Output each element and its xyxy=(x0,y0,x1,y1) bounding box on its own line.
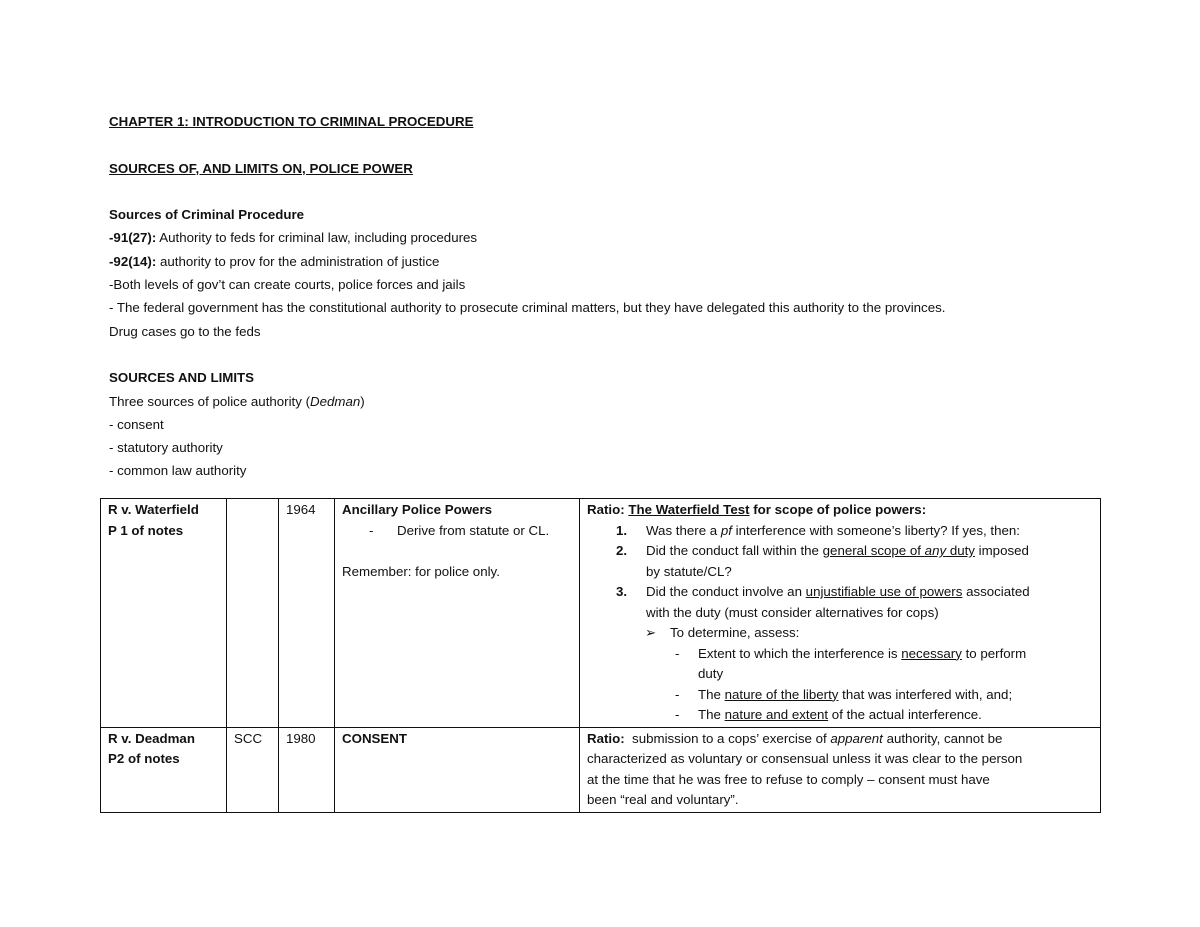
topic-cell xyxy=(335,499,580,728)
assess-text: To determine, assess: xyxy=(670,625,800,640)
source-line-5: Drug cases go to the feds xyxy=(109,323,261,339)
dash-bullet: - xyxy=(675,686,680,702)
sub2-text-a: The xyxy=(698,686,725,702)
q3-underline: unjustifiable use of powers xyxy=(805,584,963,599)
case-cell xyxy=(101,727,227,812)
topic-title: CONSENT xyxy=(342,730,408,746)
topic-cell xyxy=(335,727,580,812)
q2-text-a: Did the conduct fall within the xyxy=(646,543,823,558)
ratio-text-b: authority, cannot be xyxy=(882,730,1003,746)
three-sources-suffix: ) xyxy=(360,393,365,409)
year-cell: 1964 xyxy=(279,499,335,728)
q3-continuation: with the duty (must consider alternatives for cops) xyxy=(646,604,939,620)
q3-text-a: Did the conduct involve an xyxy=(646,584,806,599)
ratio-line: at the time that he was free to refuse to comply – consent must have xyxy=(587,771,990,787)
case-name: R v. Deadman xyxy=(108,730,195,746)
sub3-text-a: The xyxy=(698,707,725,722)
authority-item: - statutory authority xyxy=(109,440,223,456)
source-line-3: -Both levels of gov’t can create courts, police forces and jails xyxy=(109,277,466,293)
sub3-underline: nature and extent xyxy=(724,707,829,722)
three-sources-prefix: Three sources of police authority ( xyxy=(109,393,311,409)
arrow-bullet-icon: ➢ xyxy=(645,625,657,640)
three-sources-case: Dedman xyxy=(310,393,361,409)
authority-item: - consent xyxy=(109,416,164,432)
document-body xyxy=(109,110,1101,483)
assess-sub-item xyxy=(587,705,1093,726)
source-line-4: - The federal government has the constitutional authority to prosecute criminal matters, but they have delegated this authority to the provinces. xyxy=(109,300,946,316)
ratio-text-a: submission to a cops’ exercise of xyxy=(624,730,831,746)
topic-title: Ancillary Police Powers xyxy=(342,502,493,517)
q1-pf: pf xyxy=(720,522,732,538)
case-table xyxy=(100,498,1101,813)
assess-item xyxy=(587,623,1093,644)
ratio-cell xyxy=(580,727,1101,812)
sub2-text-b: that was interfered with, and; xyxy=(838,686,1013,702)
limits-heading: SOURCES AND LIMITS xyxy=(109,370,255,386)
assess-sub-item xyxy=(587,644,1093,685)
q2-underline-2: duty xyxy=(946,543,975,558)
ratio-line xyxy=(587,729,1093,750)
section-title: SOURCES OF, AND LIMITS ON, POLICE POWER xyxy=(109,160,413,176)
list-item xyxy=(587,521,1093,542)
authority-item: - common law authority xyxy=(109,463,247,479)
ratio-heading xyxy=(587,500,1093,521)
q2-continuation: by statute/CL? xyxy=(646,563,732,579)
list-item xyxy=(587,541,1093,582)
ratio-cell xyxy=(580,499,1101,728)
sub3-text-b: of the actual interference. xyxy=(828,707,982,722)
q1-text-a: Was there a xyxy=(646,522,721,538)
source-text: Authority to feds for criminal law, including procedures xyxy=(156,230,478,246)
item-number: 1. xyxy=(616,522,628,538)
q2-text-b: imposed xyxy=(974,543,1029,558)
source-line-1 xyxy=(109,226,1101,249)
ratio-apparent: apparent xyxy=(830,730,883,746)
year-cell: 1980 xyxy=(279,727,335,812)
test-questions xyxy=(587,521,1093,624)
chapter-title: CHAPTER 1: INTRODUCTION TO CRIMINAL PROCEDURE xyxy=(109,114,474,129)
source-ref: -92(14): xyxy=(109,253,157,269)
ratio-heading-rest: for scope of police powers: xyxy=(749,502,927,517)
source-line-2 xyxy=(109,250,1101,273)
table-row xyxy=(101,727,1101,812)
item-number: 3. xyxy=(616,584,628,599)
ratio-line: been “real and voluntary”. xyxy=(587,792,739,807)
dash-bullet: - xyxy=(675,645,680,661)
assess-sub-item xyxy=(587,685,1093,706)
sub1-text-a: Extent to which the interference is xyxy=(698,645,902,661)
topic-item xyxy=(342,521,572,542)
q1-text-b: interference with someone’s liberty? If yes, then: xyxy=(731,522,1020,538)
topic-item-text: Derive from statute or CL. xyxy=(397,522,550,538)
remember-note: Remember: for police only. xyxy=(342,563,500,579)
court-cell xyxy=(227,499,279,728)
item-number: 2. xyxy=(616,543,628,558)
sub1-text-b: to perform xyxy=(961,645,1027,661)
table-row xyxy=(101,499,1101,728)
list-item xyxy=(587,582,1093,623)
q2-any: any xyxy=(924,543,947,558)
source-ref: -91(27): xyxy=(109,230,157,246)
dash-bullet: - xyxy=(369,522,374,538)
source-text: authority to prov for the administration of justice xyxy=(156,253,440,269)
ratio-line: characterized as voluntary or consensual unless it was clear to the person xyxy=(587,751,1023,766)
q3-text-b: associated xyxy=(962,584,1030,599)
case-cell xyxy=(101,499,227,728)
ratio-label: Ratio: xyxy=(587,502,629,517)
case-notes: P2 of notes xyxy=(108,751,180,766)
ratio-test-name: The Waterfield Test xyxy=(628,502,750,517)
court-cell: SCC xyxy=(227,727,279,812)
case-notes: P 1 of notes xyxy=(108,522,184,538)
sources-heading: Sources of Criminal Procedure xyxy=(109,207,305,223)
sub1-continuation: duty xyxy=(698,666,724,681)
sub2-underline: nature of the liberty xyxy=(724,686,839,702)
ratio-label: Ratio: xyxy=(587,730,625,746)
q2-underline-1: general scope of xyxy=(822,543,925,558)
three-sources-line xyxy=(109,390,1101,413)
case-name: R v. Waterfield xyxy=(108,502,199,517)
sub1-underline: necessary xyxy=(901,645,962,661)
dash-bullet: - xyxy=(675,707,680,722)
